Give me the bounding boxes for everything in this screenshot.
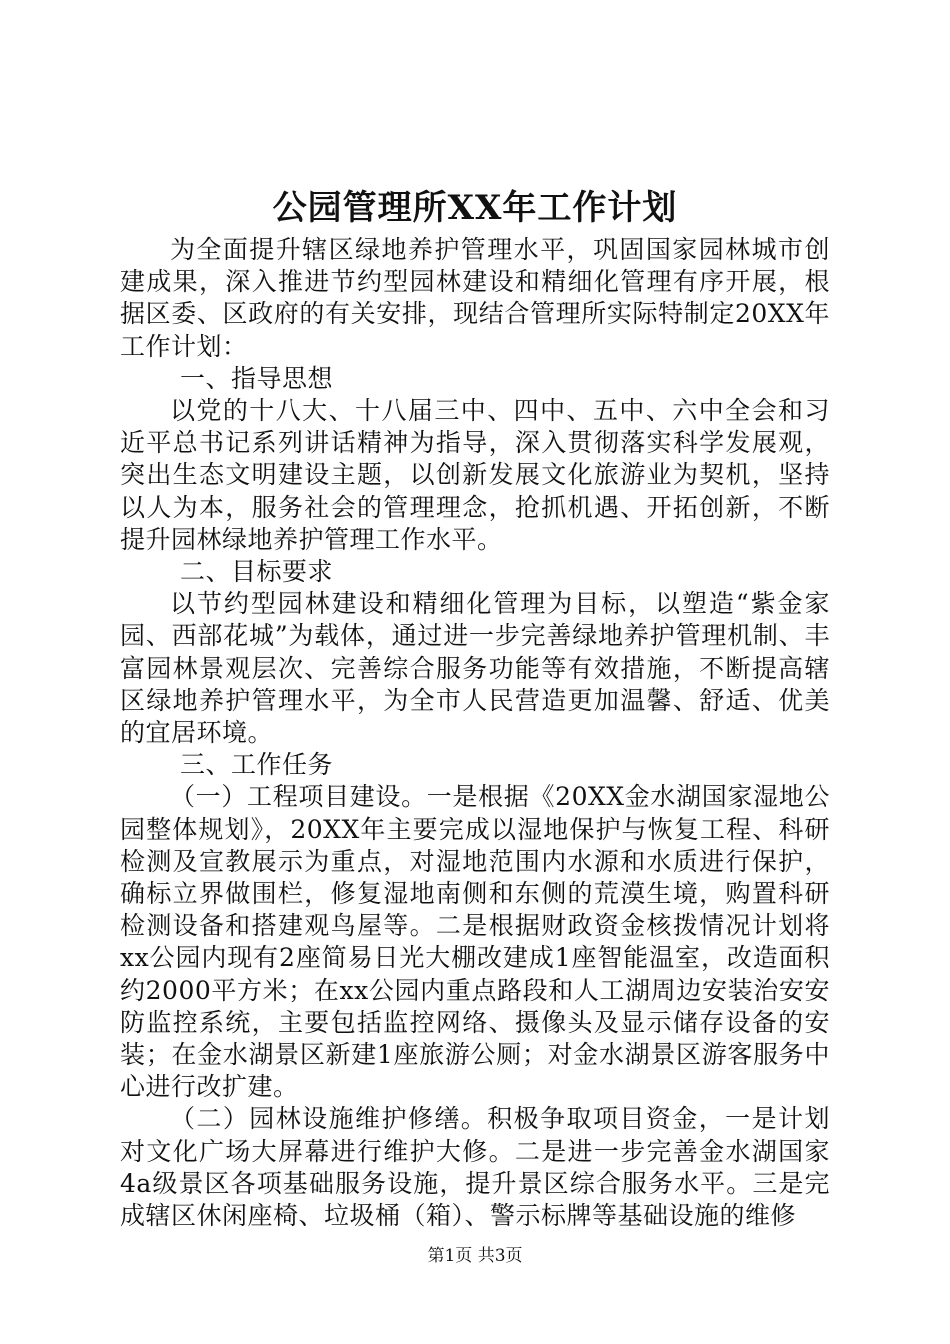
- section-heading-tasks: 三、工作任务: [180, 750, 334, 780]
- goals-paragraph: 以节约型园林建设和精细化管理为目标，以塑造“紫金家园、西部花城”为载体，通过进一步完善绿地养护管理机制、丰富园林景观层次、完善综合服务功能等有效措施，不断提高辖区绿地养护管理水平，为全市人民营造更加温馨、舒适、优美的宜居环境。: [120, 589, 830, 748]
- intro-paragraph: 为全面提升辖区绿地养护管理水平，巩固国家园林城市创建成果，深入推进节约型园林建设和精细化管理有序开展，根据区委、区政府的有关安排，现结合管理所实际特制定20XX年工作计划：: [120, 235, 830, 361]
- tasks-maintenance-paragraph: （二）园林设施维护修缮。积极争取项目资金，一是计划对文化广场大屏幕进行维护大修。二是进一步完善金水湖国家4a级景区各项基础服务设施，提升景区综合服务水平。三是完成辖区休闲座椅、垃圾桶（箱）、警示标牌等基础设施的维修: [120, 1104, 830, 1231]
- page-footer: 第1页 共3页: [427, 1246, 523, 1266]
- section-heading-goals: 二、目标要求: [180, 557, 334, 587]
- section-heading-guiding-thought: 一、指导思想: [180, 363, 334, 393]
- document-title: 公园管理所XX年工作计划: [272, 188, 678, 228]
- tasks-project-paragraph: （一）工程项目建设。一是根据《20XX金水湖国家湿地公园整体规划》，20XX年主要完成以湿地保护与恢复工程、科研检测及宣教展示为重点，对湿地范围内水源和水质进行保护，确标立界做围栏，修复湿地南侧和东侧的荒漠生境，购置科研检测设备和搭建观鸟屋等。二是根据财政资金核拨情况计划将xx公园内现有2座简易日光大棚改建成1座智能温室，改造面积约2000平方米；在xx公园内重点路段和人工湖周边安装治安安防监控系统，主要包括监控网络、摄像头及显示储存设备的安装；在金水湖景区新建1座旅游公厕；对金水湖景区游客服务中心进行改扩建。: [120, 782, 830, 1102]
- document-body: [120, 234, 830, 1232]
- guiding-thought-paragraph: 以党的十八大、十八届三中、四中、五中、六中全会和习近平总书记系列讲话精神为指导，深入贯彻落实科学发展观，突出生态文明建设主题，以创新发展文化旅游业为契机，坚持以人为本，服务社会的管理理念，抢抓机遇、开拓创新，不断提升园林绿地养护管理工作水平。: [120, 396, 830, 554]
